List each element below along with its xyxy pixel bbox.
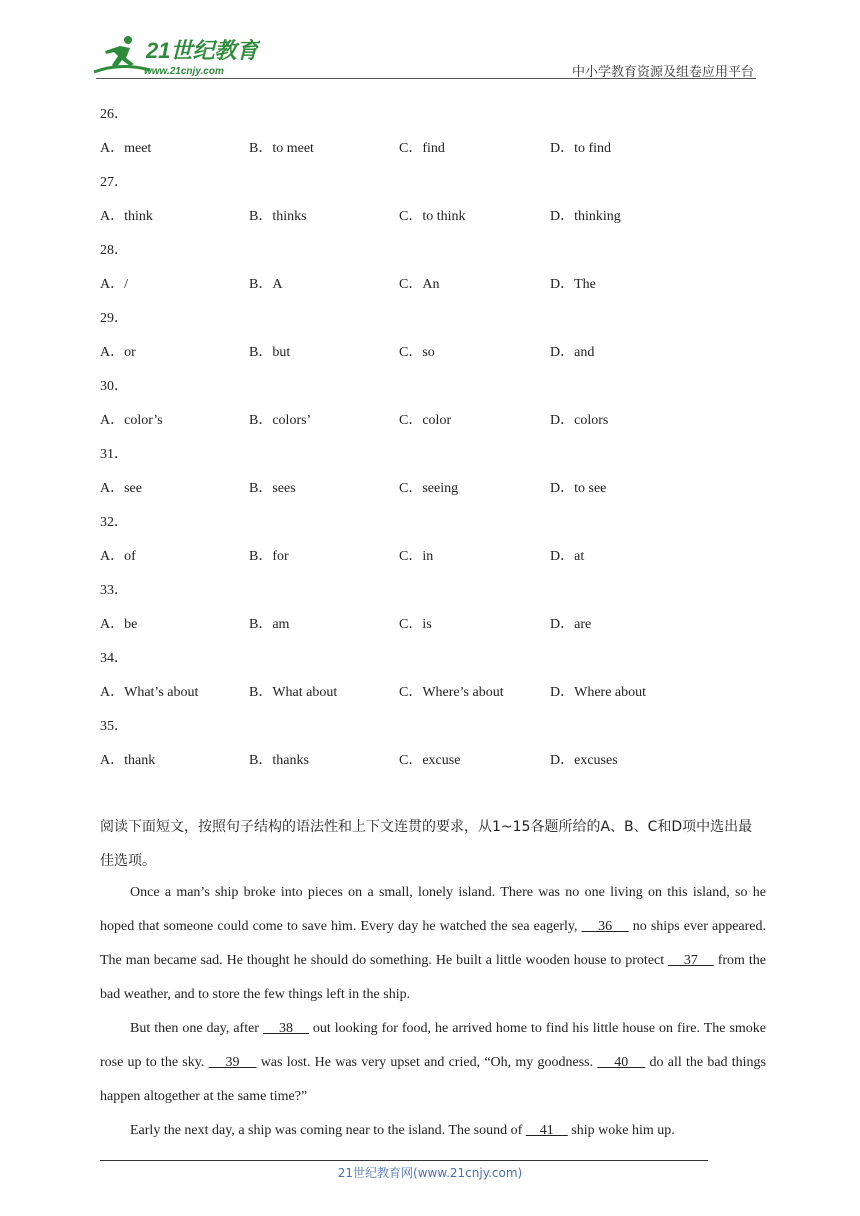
option-d: D．are: [550, 617, 592, 632]
option-c: C．in: [399, 549, 434, 564]
option-b: B．sees: [249, 481, 296, 496]
question-number: 27．: [100, 175, 128, 190]
blank-40: 40: [597, 1055, 646, 1070]
passage-paragraph: [100, 1012, 766, 1114]
option-a: A．or: [100, 345, 136, 360]
footer-link[interactable]: 21世纪教育网(www.21cnjy.com): [337, 1166, 523, 1180]
passage-text: from the bad weather, and to store the few things left in the ship.: [100, 953, 766, 1002]
cloze-passage: [100, 876, 766, 1148]
question-number: 29．: [100, 311, 128, 326]
footer-divider: [100, 1160, 708, 1161]
option-c: C．excuse: [399, 753, 461, 768]
option-c: C．is: [399, 617, 432, 632]
question-number: 32．: [100, 515, 128, 530]
blank-39: 39: [208, 1055, 257, 1070]
option-a: A．/: [100, 277, 128, 292]
blank-41: 41: [525, 1123, 568, 1138]
running-man-icon: [94, 36, 150, 72]
option-a: A．be: [100, 617, 138, 632]
passage-text: Once a man’s ship broke into pieces on a small, lonely island. There was no one living on this island, so he hoped that someone could come to save him. Every day he watched the sea eagerly,: [100, 885, 766, 934]
option-c: C．An: [399, 277, 440, 292]
passage-text: Early the next day, a ship was coming near to the island. The sound of: [130, 1123, 526, 1138]
passage-paragraph: [100, 876, 766, 1012]
svg-text:www.21cnjy.com: www.21cnjy.com: [144, 66, 224, 77]
option-b: B．for: [249, 549, 289, 564]
blank-37: 37: [668, 953, 714, 968]
option-c: C．find: [399, 141, 445, 156]
option-d: D．to find: [550, 141, 612, 156]
option-a: A．of: [100, 549, 136, 564]
question-options: [100, 404, 760, 438]
question-number: 35．: [100, 719, 128, 734]
option-b: B．What about: [249, 685, 338, 700]
option-c: C．to think: [399, 209, 466, 224]
cloze-instructions: 阅读下面短文，按照句子结构的语法性和上下文连贯的要求，从1~15各题所给的A、B、C和D项中选出最佳选项。: [100, 819, 753, 869]
question-options: [100, 744, 760, 778]
option-a: A．thank: [100, 753, 156, 768]
option-c: C．color: [399, 413, 452, 428]
passage-paragraph: [100, 1114, 766, 1148]
option-a: A．What’s about: [100, 685, 199, 700]
question-options: [100, 200, 760, 234]
blank-36: 36: [581, 919, 629, 934]
option-d: D．The: [550, 277, 596, 292]
page-header: [90, 30, 756, 80]
option-b: B．thinks: [249, 209, 307, 224]
option-d: D．at: [550, 549, 585, 564]
option-c: C．Where’s about: [399, 685, 504, 700]
passage-text: no ships ever appeared. The man became sad. He thought he should do something. He built a little wooden house to protect: [100, 919, 767, 968]
question-number: 28．: [100, 243, 128, 258]
option-a: A．meet: [100, 141, 152, 156]
question-number: 33．: [100, 583, 128, 598]
option-d: D．to see: [550, 481, 607, 496]
question-options: [100, 608, 760, 642]
option-b: B．thanks: [249, 753, 309, 768]
question-number: 26．: [100, 107, 128, 122]
question-options: [100, 676, 760, 710]
option-b: B．A: [249, 277, 283, 292]
question-options: [100, 132, 760, 166]
svg-text:21世纪教育: 21世纪教育: [146, 38, 259, 63]
question-options: [100, 472, 760, 506]
question-options: [100, 336, 760, 370]
passage-text: ship woke him up.: [567, 1123, 675, 1138]
passage-text: do all the bad things happen altogether at the same time?”: [100, 1055, 766, 1104]
option-a: A．think: [100, 209, 153, 224]
option-d: D．Where about: [550, 685, 647, 700]
question-number: 30．: [100, 379, 128, 394]
option-a: A．color’s: [100, 413, 163, 428]
question-options: [100, 540, 760, 574]
passage-text: But then one day, after: [130, 1021, 263, 1036]
option-b: B．am: [249, 617, 290, 632]
passage-text: out looking for food, he arrived home to find his little house on fire. The smoke rose up to the sky.: [100, 1021, 767, 1070]
question-number: 34．: [100, 651, 128, 666]
question-number: 31．: [100, 447, 128, 462]
option-d: D．colors: [550, 413, 609, 428]
site-logo: [90, 32, 260, 78]
option-d: D．and: [550, 345, 595, 360]
option-d: D．excuses: [550, 753, 618, 768]
option-b: B．colors’: [249, 413, 312, 428]
option-c: C．so: [399, 345, 435, 360]
question-list: [100, 98, 760, 778]
option-d: D．thinking: [550, 209, 621, 224]
option-a: A．see: [100, 481, 142, 496]
option-b: B．but: [249, 345, 291, 360]
question-options: [100, 268, 760, 302]
blank-38: 38: [262, 1021, 309, 1036]
option-c: C．seeing: [399, 481, 459, 496]
header-divider: [96, 78, 756, 79]
option-b: B．to meet: [249, 141, 314, 156]
platform-name: 中小学教育资源及组卷应用平台: [571, 65, 754, 80]
passage-text: was lost. He was very upset and cried, “Oh, my goodness.: [256, 1055, 598, 1070]
